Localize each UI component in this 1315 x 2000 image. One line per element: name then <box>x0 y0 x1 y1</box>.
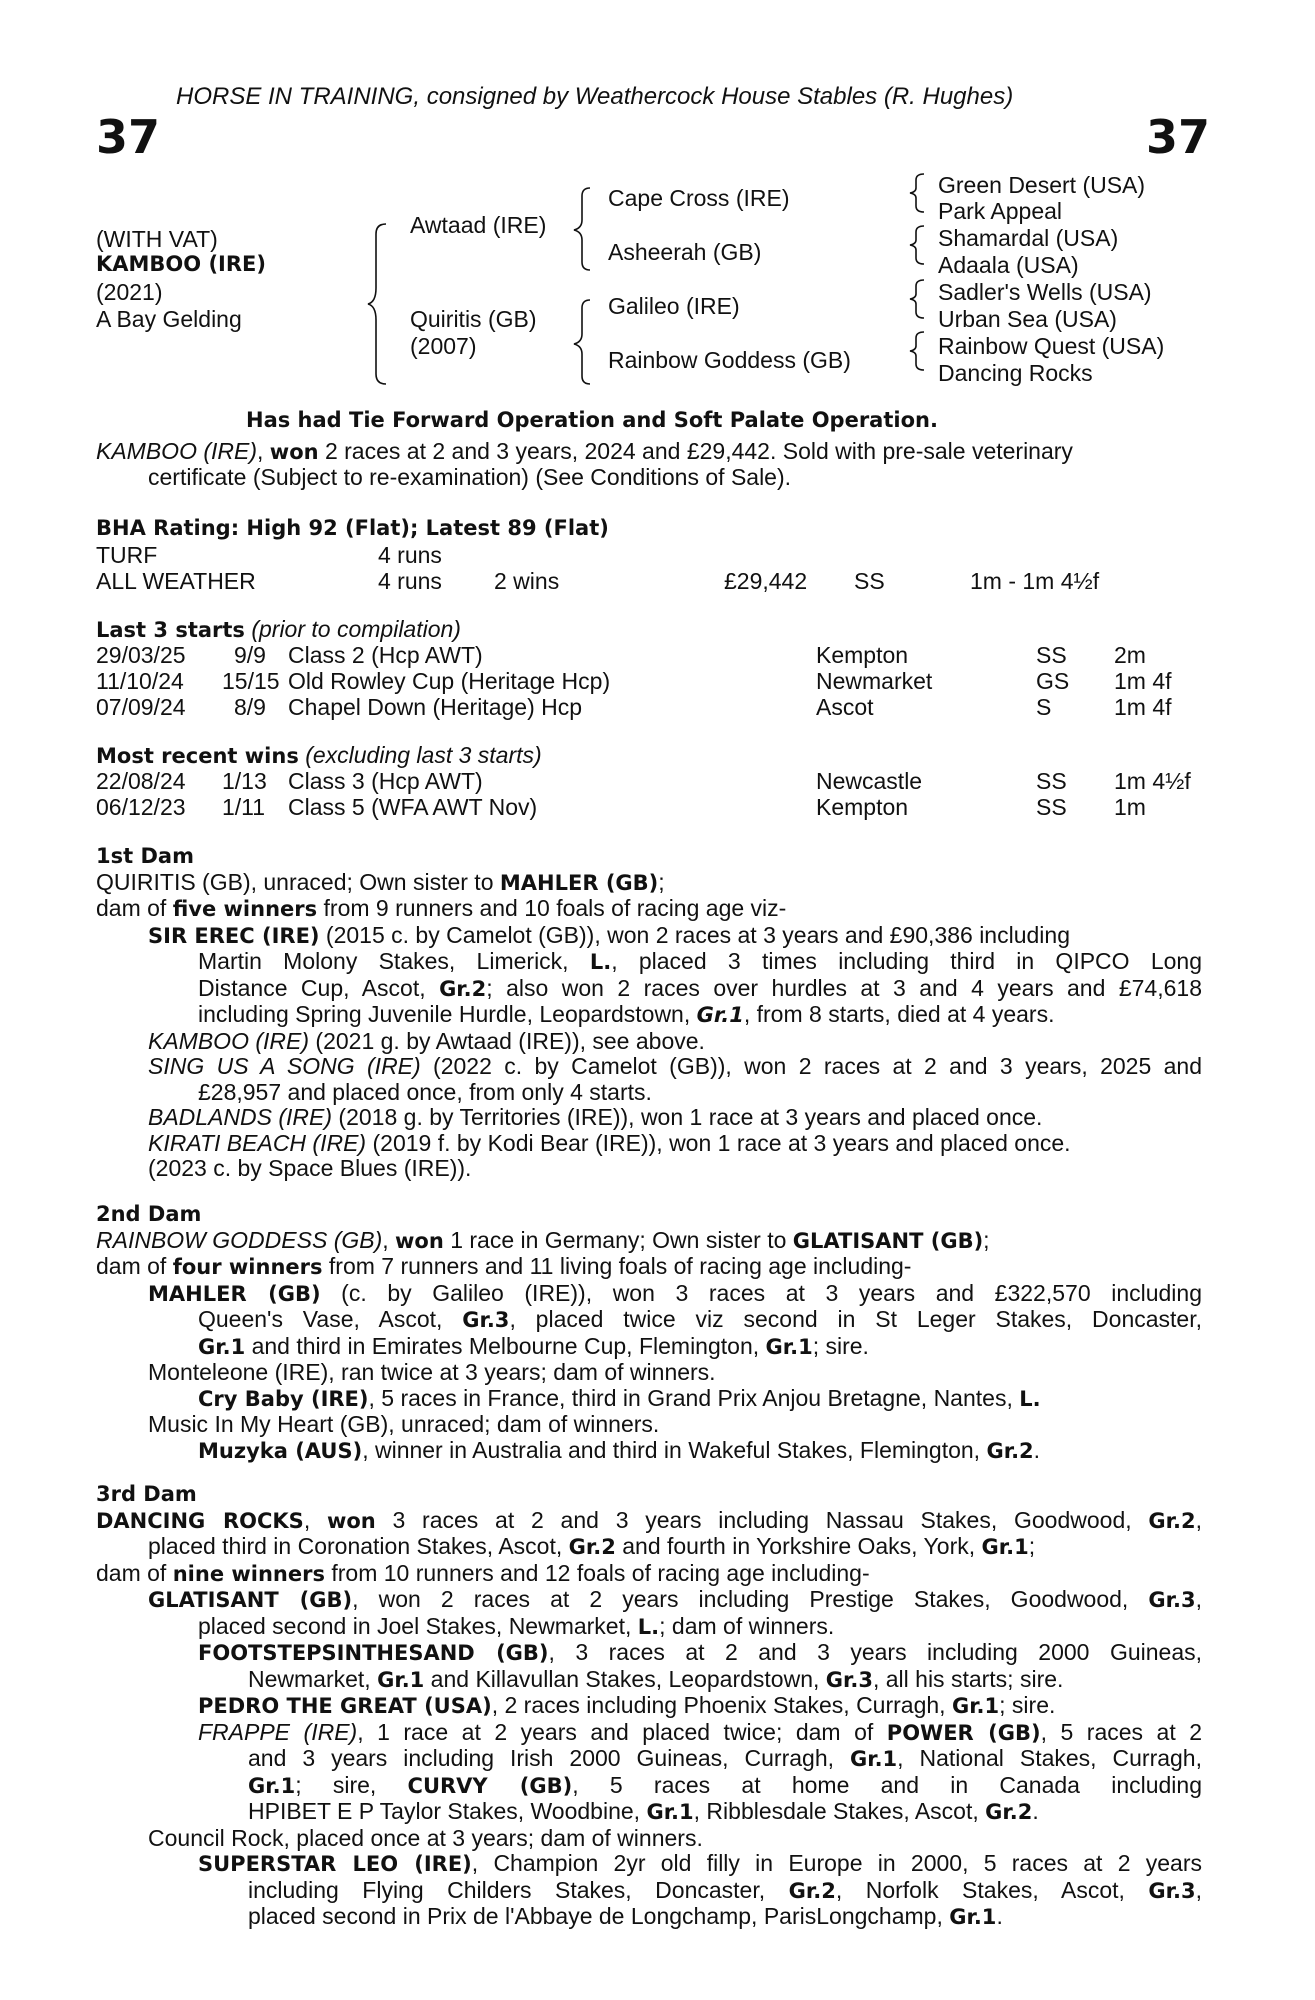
brace-ss <box>910 174 924 212</box>
horse-year: (2021) <box>96 279 163 305</box>
progeny-sir-erec: SIR EREC (IRE) (2015 c. by Camelot (GB)), won 2 races at 3 years and £90,386 including <box>148 921 1070 948</box>
first-dam-title: 1st Dam <box>96 844 194 868</box>
summary-won: won <box>269 440 319 464</box>
pedigree-sss: Green Desert (USA) <box>938 172 1146 198</box>
rating-row-turf <box>96 542 157 568</box>
second-dam-section: 2nd Dam RAINBOW GODDESS (GB), won 1 race in Germany; Own sister to GLATISANT (GB); dam of four winners from 7 runners and 11 living foals of racing age including- MAHLER (GB) (c. by Galileo (IRE)), won 3 races at 3 years and £322,570 including Queen's Vase, Ascot, Gr.3, placed twice viz second in St Leger Stakes, Doncaster, Gr.1 and third in Emirates Melbourne Cup, Flemington, Gr.1; sire. Monteleone (IRE), ran twice at 3 years; dam of winners. Cry Baby (IRE), 5 races in France, third in Grand Prix Anjou Bretagne, Nantes, L. Music In My Heart (GB), unraced; dam of winners. Muzyka (AUS), winner in Australia and third in Wakeful Stakes, Flemington, Gr.2. <box>96 1202 1202 1463</box>
summary-text: 2 races at 2 and 3 years, 2024 and £29,442. Sold with pre-sale veterinary <box>318 438 1073 464</box>
start-going: GS <box>1036 668 1070 694</box>
start-race: Chapel Down (Heritage) Hcp <box>288 694 583 720</box>
start-distance: 1m 4f <box>1114 694 1172 720</box>
brace-dam <box>574 300 590 384</box>
page-header: HORSE IN TRAINING, consigned by Weathercock House Stables (R. Hughes) <box>176 83 1014 110</box>
operation-notice: Has had Tie Forward Operation and Soft Palate Operation. <box>246 408 938 432</box>
summary-horse-name: KAMBOO (IRE) <box>96 438 258 464</box>
progeny-footstepsinthesand: FOOTSTEPSINTHESAND (GB), 3 races at 2 and 3 years including 2000 Guineas, <box>198 1639 1202 1665</box>
second-dam-title: 2nd Dam <box>96 1202 202 1226</box>
win-date: 22/08/24 <box>96 768 186 794</box>
third-dam-title: 3rd Dam <box>96 1482 197 1506</box>
rating-aw-runs: 4 runs <box>378 568 442 594</box>
start-course: Newmarket <box>816 668 933 694</box>
third-dam-line-1: DANCING ROCKS, won 3 races at 2 and 3 years including Nassau Stakes, Goodwood, Gr.2, <box>96 1506 1202 1533</box>
progeny-badlands: BADLANDS (IRE) (2018 g. by Territories (IRE)), won 1 race at 3 years and placed once. <box>148 1104 1043 1130</box>
pedigree-dam-sire: Galileo (IRE) <box>608 293 740 319</box>
start-going: SS <box>1036 642 1067 668</box>
win-course: Newcastle <box>816 768 923 794</box>
start-course: Ascot <box>816 694 874 720</box>
pedigree-sds: Shamardal (USA) <box>938 225 1119 251</box>
third-dam-line-2: placed third in Coronation Stakes, Ascot, Gr.2 and fourth in Yorkshire Oaks, York, Gr.1; <box>148 1533 1036 1559</box>
pedigree-sdd: Adaala (USA) <box>938 252 1079 278</box>
progeny-glatisant: GLATISANT (GB), won 2 races at 2 years including Prestige Stakes, Goodwood, Gr.3, <box>148 1586 1202 1612</box>
brace-dd <box>910 332 924 370</box>
third-dam-line-3: dam of nine winners from 10 runners and 12 foals of racing age including- <box>96 1559 870 1586</box>
pedigree-sire-dam: Asheerah (GB) <box>608 239 762 265</box>
brace-gen1 <box>368 224 386 384</box>
win-going: SS <box>1036 794 1067 820</box>
brace-ds <box>910 280 924 318</box>
first-dam-line-2: dam of five winners from 9 runners and 10 foals of racing age viz- <box>96 895 787 921</box>
start-pos: 8/9 <box>234 694 266 720</box>
progeny-council-rock: Council Rock, placed once at 3 years; dam of winners. <box>148 1824 703 1851</box>
pedigree-dsd: Urban Sea (USA) <box>938 306 1117 332</box>
pedigree-sire: Awtaad (IRE) <box>410 212 547 238</box>
start-going: S <box>1036 694 1052 720</box>
rating-turf-runs: 4 runs <box>378 542 442 568</box>
progeny-music-in-my-heart: Music In My Heart (GB), unraced; dam of winners. <box>148 1411 660 1437</box>
progeny-pedro-the-great: PEDRO THE GREAT (USA), 2 races including Phoenix Stakes, Curragh, Gr.1; sire. <box>198 1692 1056 1718</box>
pedigree-ssd: Park Appeal <box>938 198 1063 224</box>
progeny-2023-colt: (2023 c. by Space Blues (IRE)). <box>148 1155 472 1181</box>
win-course: Kempton <box>816 794 909 820</box>
start-distance: 2m <box>1114 642 1146 668</box>
pedigree-dam-dam: Rainbow Goddess (GB) <box>608 347 851 373</box>
pedigree-sire-sire: Cape Cross (IRE) <box>608 185 790 211</box>
start-race: Class 2 (Hcp AWT) <box>288 642 483 668</box>
second-dam-line-1: RAINBOW GODDESS (GB), won 1 race in Germany; Own sister to GLATISANT (GB); <box>96 1226 990 1253</box>
progeny-mahler: MAHLER (GB) (c. by Galileo (IRE)), won 3 races at 3 years and £322,570 including <box>148 1279 1202 1306</box>
progeny-superstar-leo: SUPERSTAR LEO (IRE), Champion 2yr old filly in Europe in 2000, 5 races at 2 years <box>198 1850 1202 1876</box>
start-course: Kempton <box>816 642 909 668</box>
last-starts-heading: Last 3 starts (prior to compilation) <box>96 616 461 642</box>
win-going: SS <box>1036 768 1067 794</box>
win-date: 06/12/23 <box>96 794 186 820</box>
start-pos: 15/15 <box>222 668 280 694</box>
progeny-monteleone: Monteleone (IRE), ran twice at 3 years; dam of winners. <box>148 1359 716 1385</box>
rating-aw-prize: £29,442 <box>724 568 808 594</box>
win-race: Class 5 (WFA AWT Nov) <box>288 794 538 820</box>
progeny-kamboo: KAMBOO (IRE) (2021 g. by Awtaad (IRE)), see above. <box>148 1027 705 1054</box>
win-race: Class 3 (Hcp AWT) <box>288 768 483 794</box>
progeny-sing-us-a-song: SING US A SONG (IRE) (2022 c. by Camelot (GB)), won 2 races at 2 and 3 years, 2025 and <box>148 1053 1202 1079</box>
brace-sd <box>910 226 924 264</box>
bha-rating-title: BHA Rating: High 92 (Flat); Latest 89 (Flat) <box>96 516 609 540</box>
win-pos: 1/13 <box>222 768 267 794</box>
win-distance: 1m <box>1114 794 1146 820</box>
pedigree-dds: Rainbow Quest (USA) <box>938 333 1165 359</box>
start-date: 07/09/24 <box>96 694 186 720</box>
brace-sire <box>574 188 590 270</box>
lot-number-right: 37 <box>1146 110 1211 164</box>
start-distance: 1m 4f <box>1114 668 1172 694</box>
rating-aw-distance: 1m - 1m 4½f <box>970 568 1100 594</box>
start-date: 11/10/24 <box>96 668 184 694</box>
progeny-cry-baby: Cry Baby (IRE), 5 races in France, third in Grand Prix Anjou Bretagne, Nantes, L. <box>198 1384 1041 1411</box>
horse-name: KAMBOO (IRE) <box>96 252 266 276</box>
start-date: 29/03/25 <box>96 642 186 668</box>
horse-description: A Bay Gelding <box>96 306 242 332</box>
first-dam-section: 1st Dam QUIRITIS (GB), unraced; Own sister to MAHLER (GB); dam of five winners from 9 runners and 10 foals of racing age viz- SIR EREC (IRE) (2015 c. by Camelot (GB)), won 2 races at 3 years and £90,386 including Martin Molony Stakes, Limerick, L., placed 3 times including third in QIPCO Long Distance Cup, Ascot, Gr.2; also won 2 races over hurdles at 3 and 4 years and £74,618 including Spring Juvenile Hurdle, Leopardstown, Gr.1, from 8 starts, died at 4 years. KAMBOO (IRE) (2021 g. by Awtaad (IRE)), see above. SING US A SONG (IRE) (2022 c. by Camelot (GB)), won 2 races at 2 and 3 years, 2025 and £28,957 and placed once, from only 4 starts. BADLANDS (IRE) (2018 g. by Territories (IRE)), won 1 race at 3 years and placed once. KIRATI BEACH (IRE) (2019 f. by Kodi Bear (IRE)), won 1 race at 3 years and placed once. (2023 c. by Space Blues (IRE)). <box>96 844 1202 1181</box>
summary-line-2: certificate (Subject to re-examination) (See Conditions of Sale). <box>148 464 792 490</box>
first-dam-line-1: QUIRITIS (GB), unraced; Own sister to MAHLER (GB); <box>96 868 665 895</box>
rating-aw-wins: 2 wins <box>494 568 560 594</box>
third-dam-section: 3rd Dam DANCING ROCKS, won 3 races at 2 and 3 years including Nassau Stakes, Goodwood, Gr.2, placed third in Coronation Stakes, Ascot, Gr.2 and fourth in Yorkshire Oaks, York, Gr.1; dam of nine winners from 10 runners and 12 foals of racing age including- GLATISANT (GB), won 2 races at 2 years including Prestige Stakes, Goodwood, Gr.3, placed second in Joel Stakes, Newmarket, L.; dam of winners. FOOTSTEPSINTHESAND (GB), 3 races at 2 and 3 years including 2000 Guineas, Newmarket, Gr.1 and Killavullan Stakes, Leopardstown, Gr.3, all his starts; sire. PEDRO THE GREAT (USA), 2 races including Phoenix Stakes, Curragh, Gr.1; sire. FRAPPE (IRE), 1 race at 2 years and placed twice; dam of POWER (GB), 5 races at 2 and 3 years including Irish 2000 Guineas, Curragh, Gr.1, National Stakes, Curragh, Gr.1; sire, CURVY (GB), 5 races at home and in Canada including HPIBET E P Taylor Stakes, Woodbine, Gr.1, Ribblesdale Stakes, Ascot, Gr.2. Council Rock, placed once at 3 years; dam of winners. SUPERSTAR LEO (IRE), Champion 2yr old filly in Europe in 2000, 5 races at 2 years including Flying Childers Stakes, Doncaster, Gr.2, Norfolk Stakes, Ascot, Gr.3, placed second in Prix de l'Abbaye de Longchamp, ParisLongchamp, Gr.1. <box>96 1482 1203 1929</box>
start-pos: 9/9 <box>234 642 266 668</box>
second-dam-line-2: dam of four winners from 7 runners and 11 living foals of racing age including- <box>96 1253 912 1279</box>
win-pos: 1/11 <box>222 794 266 820</box>
pedigree-dam: Quiritis (GB) <box>410 306 537 332</box>
start-race: Old Rowley Cup (Heritage Hcp) <box>288 668 611 694</box>
pedigree-ddd: Dancing Rocks <box>938 360 1093 386</box>
progeny-muzyka: Muzyka (AUS), winner in Australia and third in Wakeful Stakes, Flemington, Gr.2. <box>198 1436 1041 1463</box>
rating-surface: TURF <box>96 542 158 568</box>
pedigree-dam-year: (2007) <box>410 333 477 359</box>
recent-wins-heading: Most recent wins (excluding last 3 starts) <box>96 742 542 768</box>
lot-number-left: 37 <box>96 110 161 164</box>
rating-aw-surface: ALL WEATHER <box>96 568 256 594</box>
progeny-frappe: FRAPPE (IRE), 1 race at 2 years and placed twice; dam of POWER (GB), 5 races at 2 <box>198 1718 1203 1745</box>
progeny-kirati-beach: KIRATI BEACH (IRE) (2019 f. by Kodi Bear (IRE)), won 1 race at 3 years and placed once. <box>148 1129 1071 1156</box>
vat-label: (WITH VAT) <box>96 226 218 252</box>
rating-aw-going: SS <box>854 568 885 594</box>
pedigree-dss: Sadler's Wells (USA) <box>938 279 1152 305</box>
win-distance: 1m 4½f <box>1114 768 1191 794</box>
summary-line-1: KAMBOO (IRE), won 2 races at 2 and 3 years, 2024 and £29,442. Sold with pre-sale veterinary <box>96 438 1073 464</box>
